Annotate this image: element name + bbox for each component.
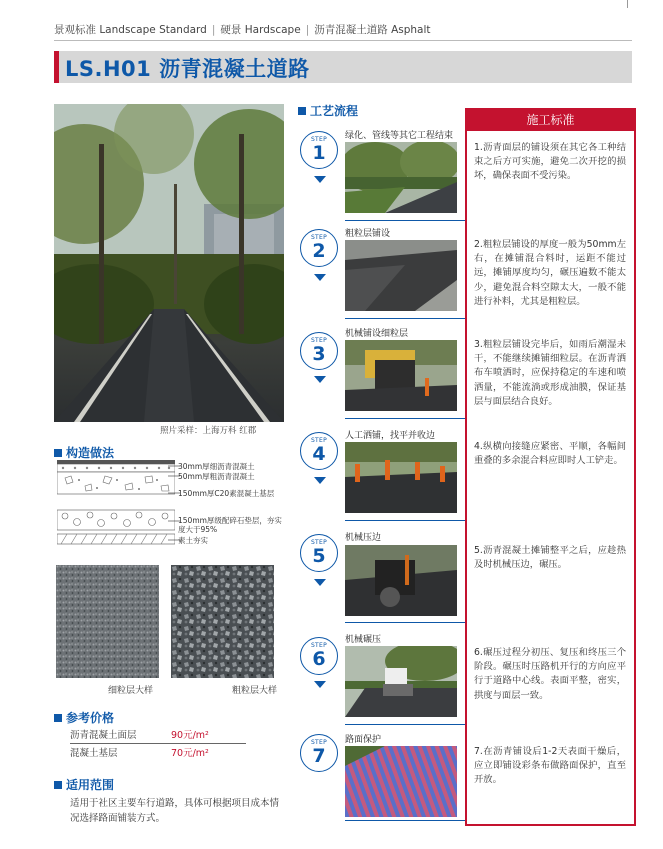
step-word: STEP [310,337,328,344]
step-arrow-icon [314,376,326,383]
step-number: 6 [312,648,326,670]
page-title: LS.H01 沥青混凝土道路 [65,57,310,81]
layer-leader-lines [160,460,180,546]
step-4-photo [345,442,457,513]
standard-item: 7.在沥青铺设后1-2天表面干燥后，应立即铺设彩条布做路面保护，直至开放。 [474,746,626,786]
step-6-photo [345,646,457,717]
step-word: STEP [310,234,328,241]
scope-heading: 适用范围 [54,776,114,793]
layer-section-diagram [57,460,175,546]
step-label: 粗粒层铺设 [345,229,391,239]
photo-caption: 照片采样：上海万科 红郡 [160,426,257,436]
standard-item: 3.粗粒层铺设完毕后，如雨后潮湿未干，不能继续摊铺细粒层。在沥青洒布车喷洒时，应保持稳定的车速和喷洒量，不能流淌或形成油膜，保证基层与面层结合良好。 [474,339,626,407]
step-label: 绿化、管线等其它工程结束 [345,131,454,141]
header-divider [54,40,632,41]
step-arrow-icon [314,176,326,183]
step-label: 人工洒铺，找平并收边 [345,431,436,441]
layer-label: 30mm厚细沥青混凝土 [178,462,255,471]
step-badge [300,131,338,169]
step-arrow-icon [314,477,326,484]
layer-label: 150mm厚C20素混凝土基层 [178,489,275,498]
price-label: 沥青混凝土面层 [70,730,137,741]
coarse-aggregate-sample-image [171,565,274,678]
price-value: 70元/m² [171,748,209,759]
price-divider [70,743,246,744]
construction-heading: 构造做法 [54,444,114,461]
step-label: 机械铺设细粒层 [345,329,409,339]
step-badge [300,637,338,675]
step-badge [300,332,338,370]
standard-item: 6.碾压过程分初压、复压和终压三个阶段。碾压时压路机开行的方向应平行于道路中心线。表面平整，密实，拱度与面层一致。 [474,647,626,701]
step-7-photo [345,746,457,817]
step-badge [300,534,338,572]
step-label: 机械碾压 [345,635,382,645]
standard-item: 4.纵横向接缝应紧密、平顺，各幅间重叠的多余混合料应即时人工铲走。 [474,441,626,467]
standard-item: 2.粗粒层铺设的厚度一般为50mm左右，在摊铺混合料时，运距不能过远，摊铺厚度均匀，碾压遍数不能太少，避免混合料空隙太大，一般不能进行补料，尤其是粗粒层。 [474,239,626,307]
step-number: 4 [312,443,326,465]
standard-item: 1.沥青面层的铺设须在其它各工种结束之后方可实施，避免二次开挖的损坏，确保表面不受污染。 [474,142,626,182]
step-label: 机械压边 [345,533,382,543]
price-value: 90元/m² [171,730,209,741]
step-1-photo [345,142,457,213]
fine-aggregate-sample-image [56,565,159,678]
coarse-sample-caption: 粗粒层大样 [232,686,278,696]
step-number: 1 [312,142,326,164]
construction-standards-panel [465,108,636,826]
breadcrumb: 景观标准 Landscape Standard | 硬景 Hardscape | 沥青混凝土道路 Asphalt [54,24,431,36]
step-arrow-icon [314,274,326,281]
step-label: 路面保护 [345,735,382,745]
title-accent [54,51,59,83]
breadcrumb-item-asphalt[interactable]: 沥青混凝土道路 Asphalt [314,24,431,36]
standard-item: 5.沥青混凝土摊铺整平之后，应趁热及时机械压边，碾压。 [474,545,626,571]
price-row [70,745,246,763]
scope-text: 适用于社区主要车行道路，具体可根据项目成本情况选择路面铺装方式。 [70,798,280,824]
step-number: 2 [312,240,326,262]
step-2-photo [345,240,457,311]
standards-heading: 施工标准 [467,110,634,131]
layer-label: 50mm厚粗沥青混凝土 [178,472,255,481]
step-word: STEP [310,642,328,649]
layer-label: 素土夯实 [178,536,208,545]
step-badge [300,432,338,470]
fine-sample-caption: 细粒层大样 [108,686,154,696]
step-arrow-icon [314,579,326,586]
asphalt-road-photo [54,104,284,422]
price-heading: 参考价格 [54,709,114,726]
process-heading: 工艺流程 [298,102,358,119]
breadcrumb-item-hardscape[interactable]: 硬景 Hardscape [220,24,301,36]
step-word: STEP [310,739,328,746]
step-number: 3 [312,343,326,365]
step-word: STEP [310,136,328,143]
step-number: 7 [312,745,326,767]
step-number: 5 [312,545,326,567]
step-badge [300,734,338,772]
page-corner-mark [627,0,628,8]
step-word: STEP [310,437,328,444]
step-badge [300,229,338,267]
layer-label: 150mm厚级配碎石垫层，夯实度大于95% [178,516,282,534]
step-3-photo [345,340,457,411]
step-word: STEP [310,539,328,546]
price-label: 混凝土基层 [70,748,118,759]
step-5-photo [345,545,457,616]
title-bar [54,51,632,83]
step-arrow-icon [314,681,326,688]
breadcrumb-item-standard[interactable]: 景观标准 Landscape Standard [54,24,207,36]
